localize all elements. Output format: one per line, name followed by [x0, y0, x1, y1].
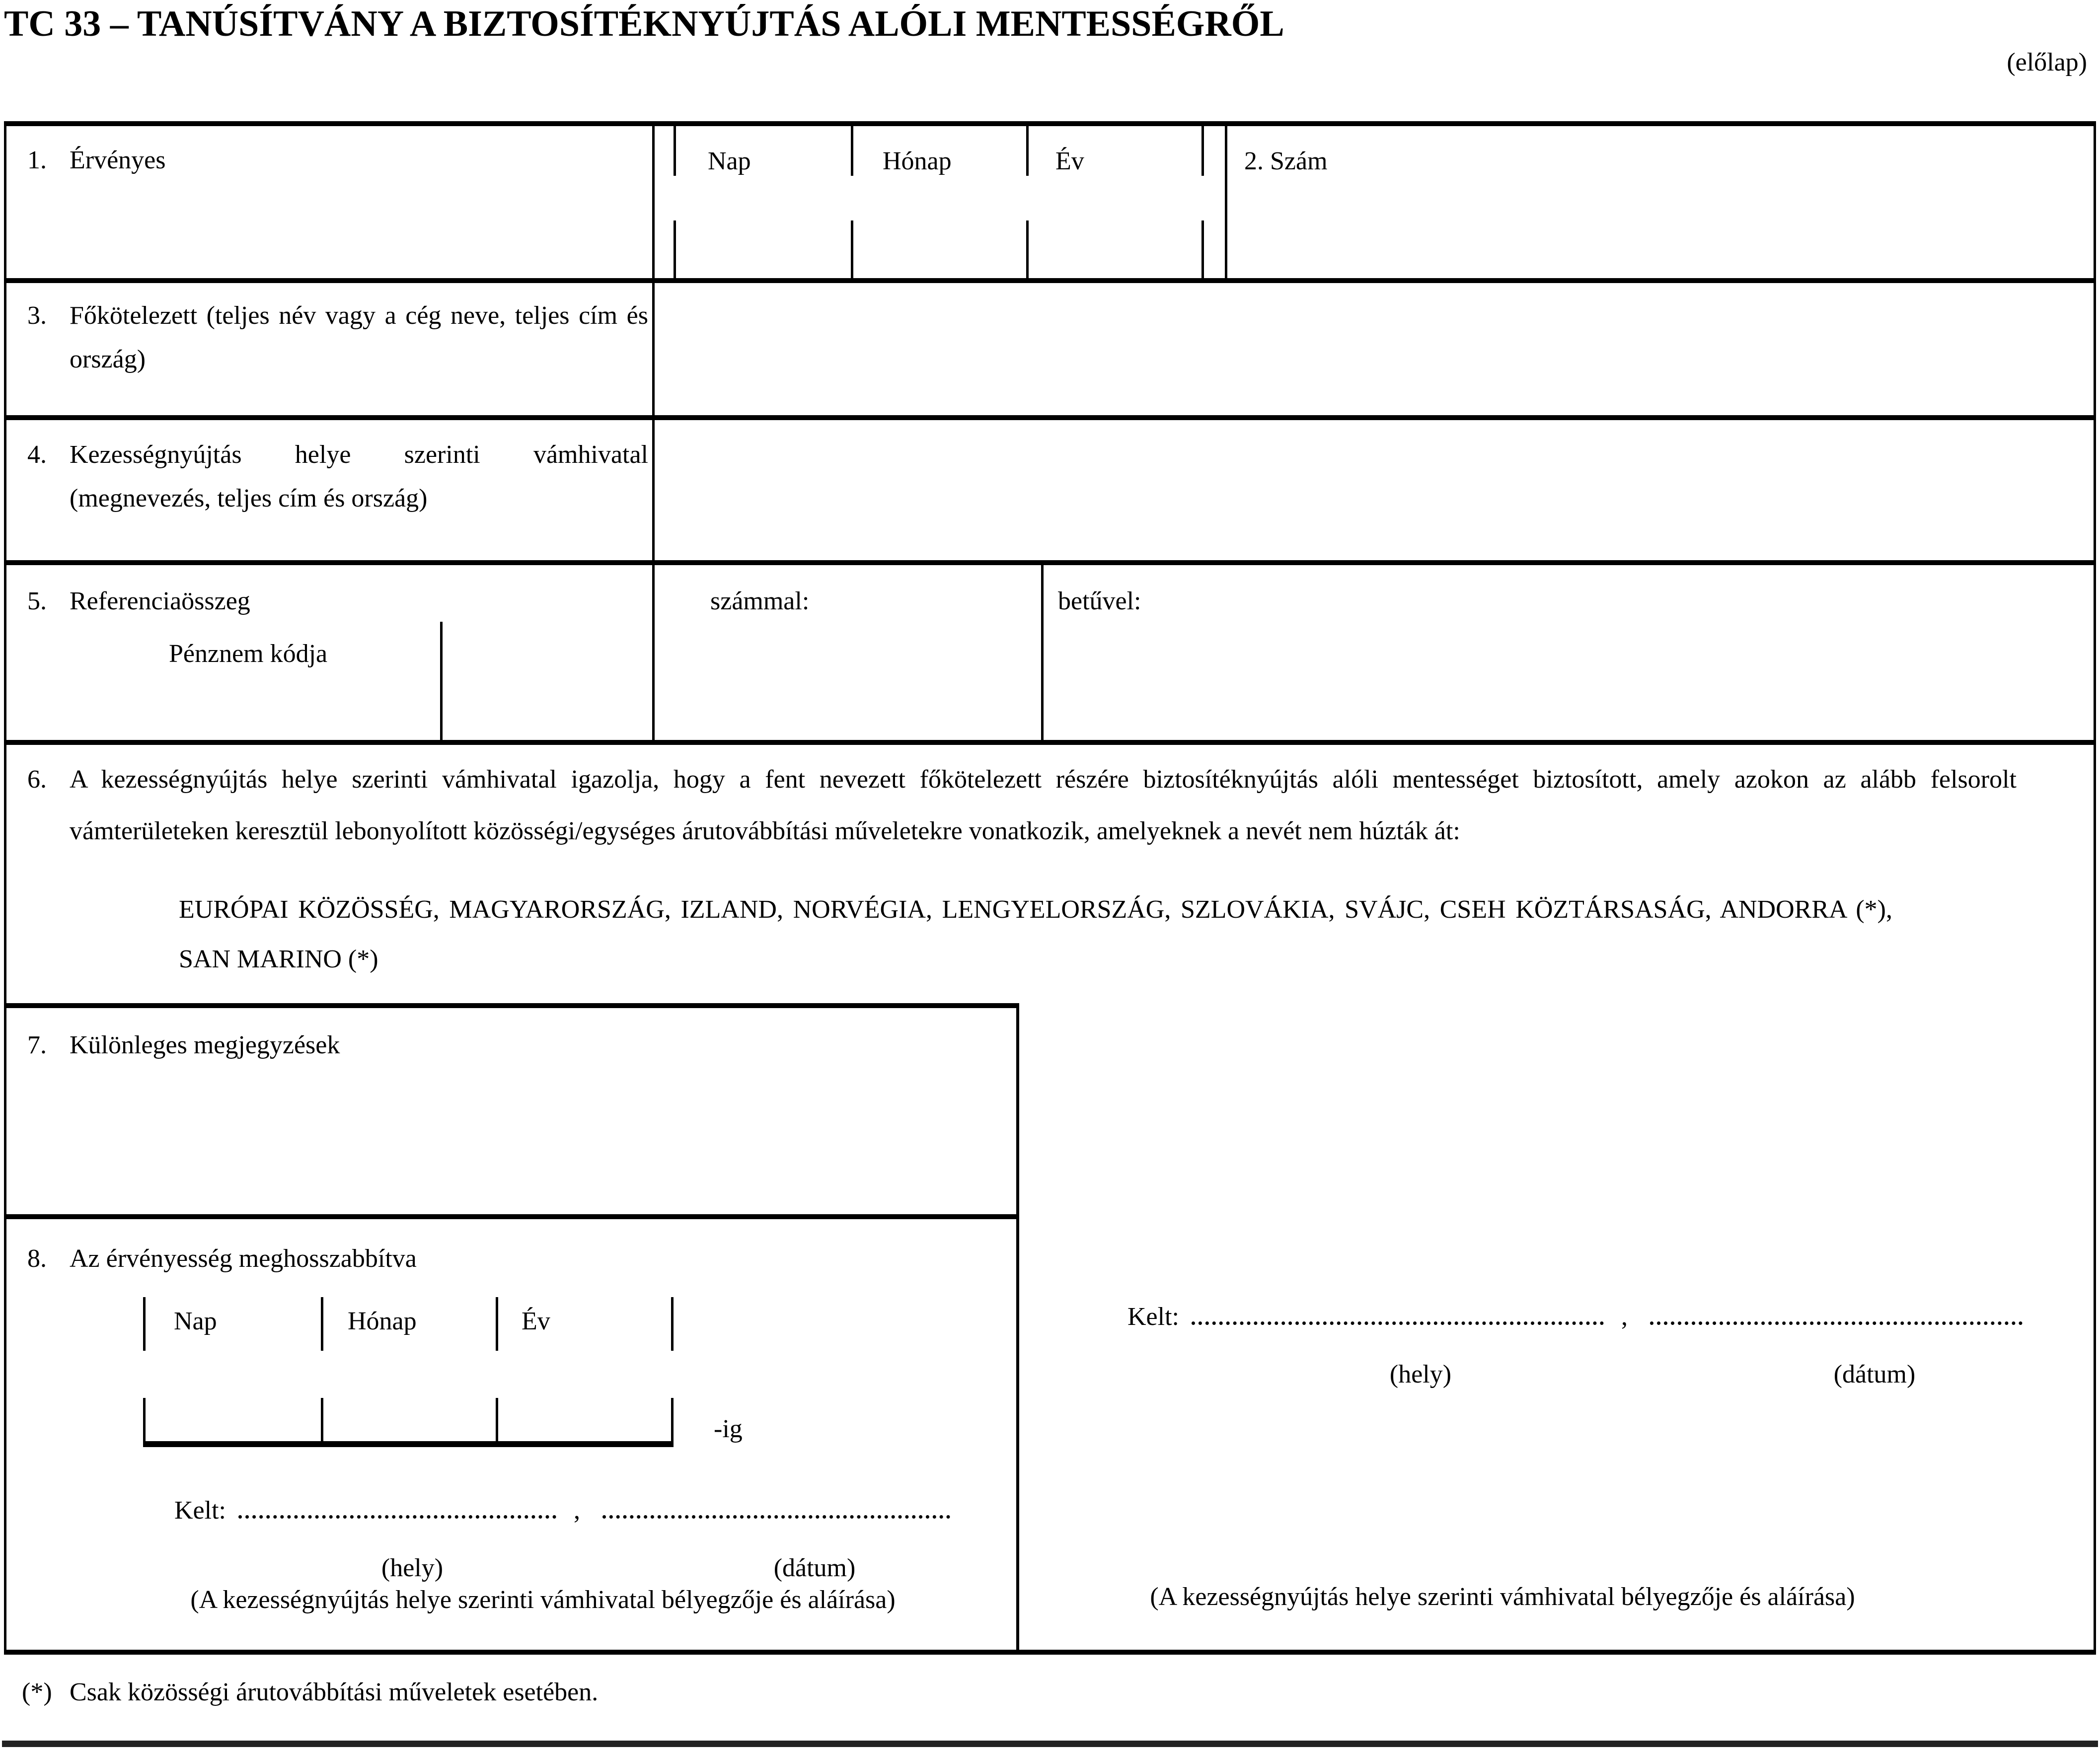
field5-label: Referenciaösszeg — [70, 587, 250, 615]
page-bottom-rule — [2, 1741, 2098, 1747]
divider — [4, 740, 2096, 745]
separator: , — [573, 1496, 580, 1525]
field1-label: Érvényes — [70, 146, 166, 174]
divider — [143, 1297, 146, 1351]
field8-label: Az érvényesség meghosszabbítva — [70, 1244, 417, 1273]
field3-label: Főkötelezett (teljes név vagy a cég neve, teljes cím és ország) — [70, 301, 648, 374]
dotted-line — [238, 1510, 556, 1519]
divider — [143, 1441, 674, 1447]
divider — [143, 1398, 146, 1445]
field7-number: 7. — [27, 1031, 47, 1059]
divider — [851, 124, 853, 176]
stamp-note-right: (A kezességnyújtás helye szerinti vámhivatal bélyegzője és aláírása) — [1150, 1583, 1855, 1611]
field8-number: 8. — [27, 1244, 47, 1273]
divider — [4, 1214, 1019, 1219]
stamp-note-left: (A kezességnyújtás helye szerinti vámhivatal bélyegzője és aláírása) — [190, 1586, 896, 1614]
field6-number: 6. — [27, 765, 47, 794]
divider — [1201, 124, 1204, 176]
divider — [2094, 121, 2096, 1655]
divider — [496, 1297, 498, 1351]
date-label: (dátum) — [1833, 1360, 1916, 1388]
place-label: (hely) — [381, 1554, 444, 1582]
divider — [674, 124, 676, 176]
field5-in-figures-label: számmal: — [710, 587, 810, 615]
field5-number: 5. — [27, 587, 47, 615]
page-side-note: (előlap) — [2007, 48, 2087, 76]
signature-right-kelt-row — [1127, 1302, 2023, 1331]
year-column-header: Év — [1055, 147, 1084, 175]
field6-territories: EURÓPAI KÖZÖSSÉG, MAGYARORSZÁG, IZLAND, NORVÉGIA, LENGYELORSZÁG, SZLOVÁKIA, SVÁJC, CSEH KÖZTÁRSASÁG, ANDORRA (*), SAN MARINO (*) — [179, 895, 1892, 973]
place-label: (hely) — [1389, 1360, 1452, 1388]
signature-left-kelt-row — [174, 1496, 950, 1525]
field4-number: 4. — [27, 440, 47, 469]
year-column-header: Év — [522, 1307, 550, 1335]
field1-number: 1. — [27, 146, 47, 174]
field8-until-suffix: -ig — [714, 1415, 743, 1443]
divider — [4, 278, 2096, 283]
day-column-header: Nap — [174, 1307, 217, 1335]
kelt-label: Kelt: — [1127, 1303, 1179, 1331]
divider — [674, 220, 676, 278]
divider — [1026, 124, 1029, 176]
divider — [4, 121, 2096, 126]
divider — [4, 415, 2096, 420]
divider — [496, 1398, 498, 1445]
dotted-line — [1650, 1316, 2023, 1325]
field4-label: Kezességnyújtás helye szerinti vámhivatal (megnevezés, teljes cím és ország) — [70, 440, 648, 513]
footnote-text: Csak közösségi árutovábbítási műveletek esetében. — [70, 1678, 599, 1706]
dotted-line — [1192, 1316, 1604, 1325]
kelt-label: Kelt: — [174, 1496, 226, 1525]
divider — [440, 622, 443, 745]
divider — [1026, 220, 1029, 278]
divider — [671, 1398, 674, 1445]
field5-currency-code-label: Pénznem kódja — [169, 640, 328, 668]
divider — [1201, 220, 1204, 278]
date-label: (dátum) — [773, 1554, 856, 1582]
divider — [4, 1650, 2096, 1655]
divider — [321, 1297, 323, 1351]
day-column-header: Nap — [708, 147, 751, 175]
field5-in-words-label: betűvel: — [1058, 587, 1141, 615]
separator: , — [1621, 1303, 1628, 1331]
divider — [1225, 121, 1227, 278]
field3 — [27, 294, 648, 382]
field4 — [27, 433, 648, 521]
month-column-header: Hónap — [348, 1307, 417, 1335]
field6-text: A kezességnyújtás helye szerinti vámhivatal igazolja, hogy a fent nevezett főkötelezett részére biztosítéknyújtás alóli mentességet biztosított, amely azokon az alább felsorolt vámterületeken keresztül lebonyolított közösségi/egységes árutovábbítási műveletekre vonatkozik, amelyeknek a nevét nem húzták át: — [70, 765, 2017, 845]
field2-label: 2. Szám — [1244, 147, 1328, 175]
footnote-marker: (*) — [22, 1678, 52, 1706]
month-column-header: Hónap — [883, 147, 952, 175]
field7-label: Különleges megjegyzések — [70, 1031, 340, 1059]
divider — [4, 121, 6, 1655]
divider — [851, 220, 853, 278]
dotted-line — [602, 1510, 950, 1519]
divider — [1016, 1003, 1019, 1655]
divider — [1041, 560, 1044, 745]
divider — [4, 560, 2096, 565]
divider — [321, 1398, 323, 1445]
field3-number: 3. — [27, 301, 47, 330]
divider — [4, 1003, 1019, 1008]
page-title: TC 33 – TANÚSÍTVÁNY A BIZTOSÍTÉKNYÚJTÁS ALÓLI MENTESSÉGRŐL — [4, 3, 1284, 44]
divider — [671, 1297, 674, 1351]
divider — [652, 121, 655, 745]
field6 — [27, 754, 2017, 857]
